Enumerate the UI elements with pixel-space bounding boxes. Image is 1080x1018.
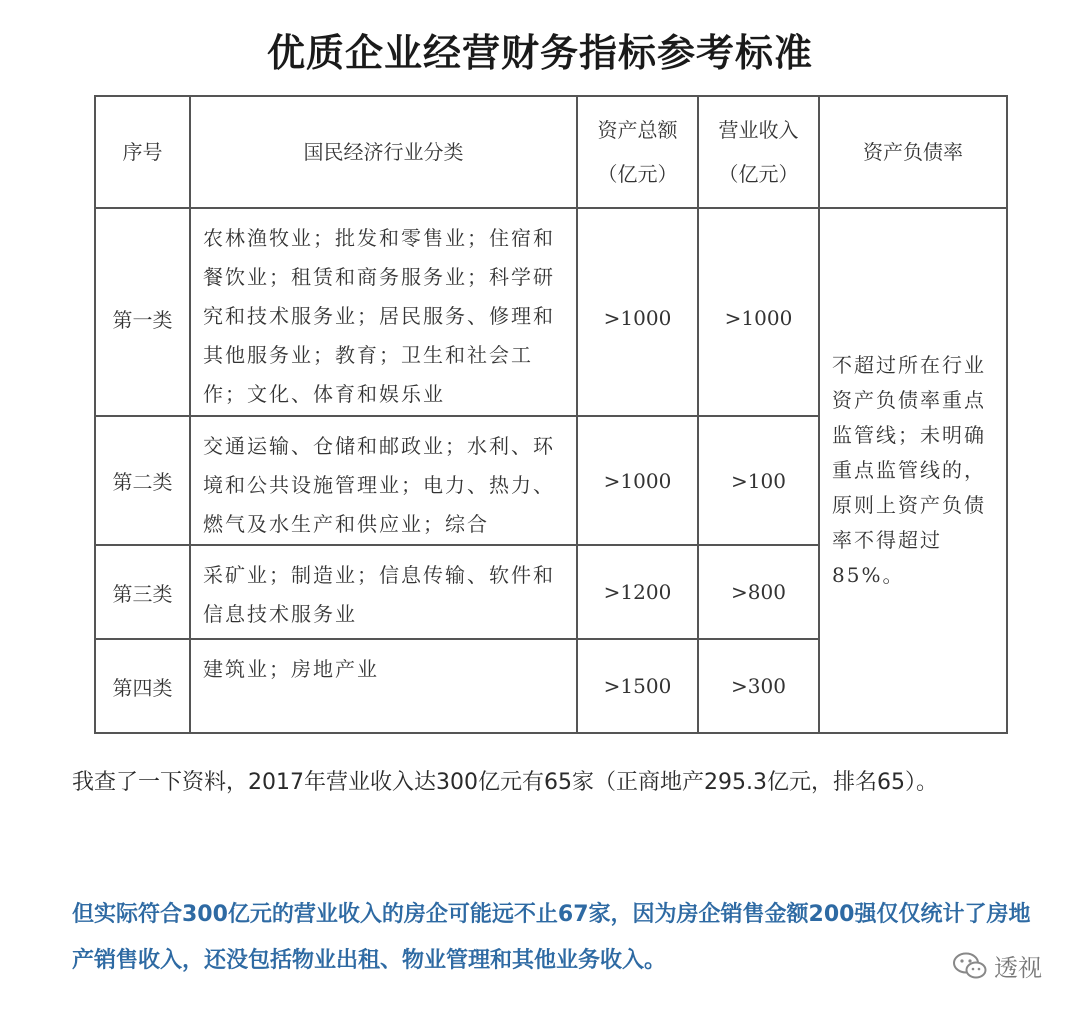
table-header-row	[95, 96, 1007, 208]
header-revenue	[698, 96, 819, 208]
header-assets	[577, 96, 698, 208]
row-seq: 第一类	[95, 208, 190, 416]
row-assets: >1500	[577, 639, 698, 733]
row-industry: 建筑业；房地产业	[190, 639, 577, 733]
financial-standards-table	[94, 95, 1008, 734]
row-assets: >1000	[577, 208, 698, 416]
paragraph-research-note: 我查了一下资料，2017年营业收入达300亿元有65家（正商地产295.3亿元，排名65）。	[72, 770, 938, 795]
header-revenue-label: 营业收入	[718, 118, 799, 142]
row-industry: 交通运输、仓储和邮政业；水利、环境和公共设施管理业；电力、热力、燃气及水生产和供应业；综合	[190, 416, 577, 545]
row-revenue: >800	[698, 545, 819, 639]
header-assets-unit: （亿元）	[597, 162, 678, 186]
row-revenue: >100	[698, 416, 819, 545]
header-revenue-unit: （亿元）	[718, 162, 799, 186]
header-seq: 序号	[95, 96, 190, 208]
row-seq: 第四类	[95, 639, 190, 733]
row-industry: 采矿业；制造业；信息传输、软件和信息技术服务业	[190, 545, 577, 639]
row-revenue: >300	[698, 639, 819, 733]
row-assets: >1000	[577, 416, 698, 545]
row-assets: >1200	[577, 545, 698, 639]
paragraph-highlight: 但实际符合300亿元的营业收入的房企可能远不止67家，因为房企销售金额200强仅仅统计了房地产销售收入，还没包括物业出租、物业管理和其他业务收入。	[72, 902, 1031, 973]
watermark-text: 透视	[994, 954, 1042, 982]
row-seq: 第二类	[95, 416, 190, 545]
header-debt-ratio: 资产负债率	[819, 96, 1007, 208]
document-title: 优质企业经营财务指标参考标准	[266, 31, 813, 75]
header-assets-label: 资产总额	[597, 118, 678, 142]
row-revenue: >1000	[698, 208, 819, 416]
watermark	[952, 948, 1042, 983]
header-industry: 国民经济行业分类	[190, 96, 577, 208]
table-row	[95, 208, 1007, 416]
row-seq: 第三类	[95, 545, 190, 639]
wechat-icon	[952, 951, 988, 981]
row-industry: 农林渔牧业；批发和零售业；住宿和餐饮业；租赁和商务服务业；科学研究和技术服务业；居民服务、修理和其他服务业；教育；卫生和社会工作；文化、体育和娱乐业	[190, 208, 577, 416]
debt-ratio-note: 不超过所在行业资产负债率重点监管线；未明确重点监管线的，原则上资产负债率不得超过85%。	[819, 208, 1007, 733]
